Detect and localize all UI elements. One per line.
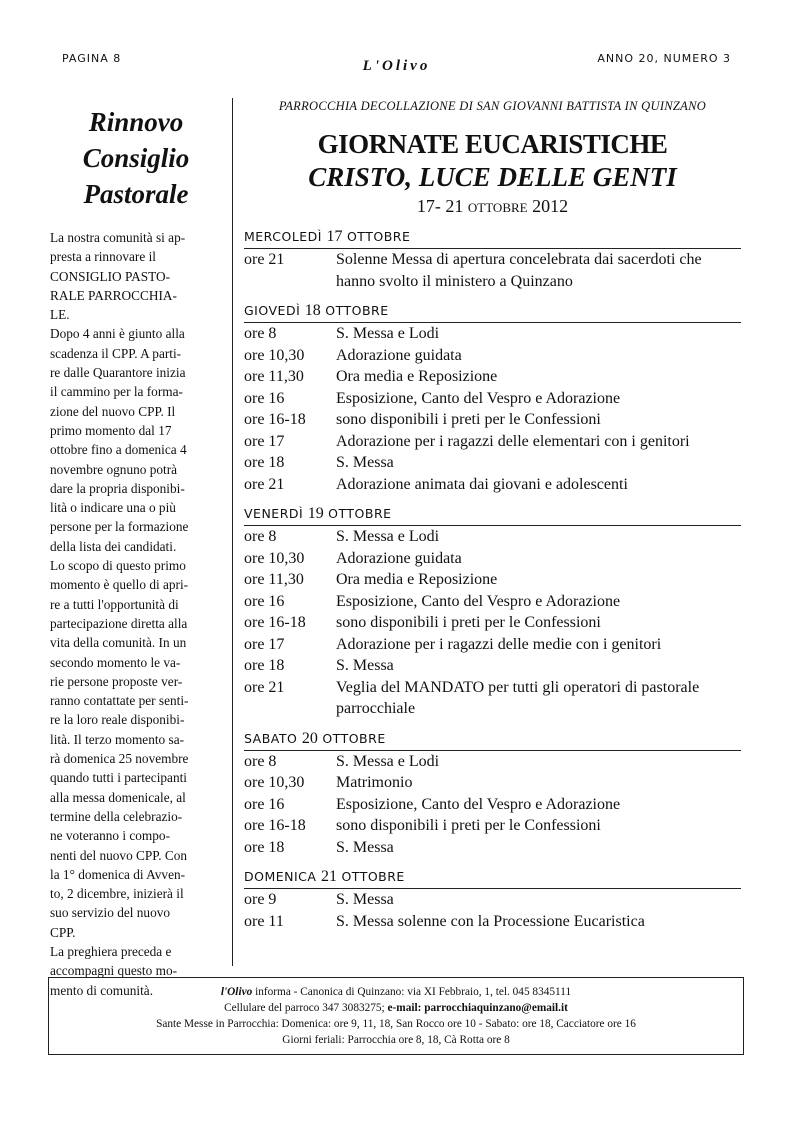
day-number: 20: [301, 729, 318, 747]
event-time: ore 11: [244, 912, 284, 930]
article-line: La nostra comunità si ap-: [50, 230, 186, 245]
footer-masses: Sante Messe in Parrocchia: Domenica: ore 9, 11, 18, San Rocco ore 10 - Sabato: ore 18, Cacciatore ore 16: [156, 1018, 636, 1030]
event-description: sono disponibili i preti per le Confessioni: [336, 411, 601, 428]
column-divider: [232, 98, 233, 966]
schedule-row: [244, 388, 741, 410]
article-line: alla messa domenicale, al: [50, 789, 186, 805]
schedule-row: [244, 677, 741, 720]
program-section: [244, 98, 741, 932]
article-line: momento è quello di apri-: [50, 577, 189, 593]
schedule-row: [244, 837, 741, 859]
article-line: primo momento dal 17: [50, 422, 172, 438]
article-line: suo servizio del nuovo: [50, 905, 171, 921]
event-description: Adorazione per i ragazzi delle elementari con i genitori: [336, 432, 690, 450]
schedule-row: [244, 249, 741, 292]
event-time: ore 11,30: [244, 571, 304, 588]
schedule-row: [244, 366, 741, 388]
event-time: ore 21: [244, 251, 285, 268]
schedule-row: [244, 474, 741, 496]
schedule-row: [244, 526, 741, 548]
event-description: Esposizione, Canto del Vespro e Adorazione: [336, 795, 621, 813]
article-line: La preghiera preceda e: [50, 943, 172, 959]
article-line: mento di comunità.: [50, 982, 154, 998]
day-weekday: GIOVEDÌ: [244, 303, 301, 318]
day-weekday: VENERDÌ: [244, 506, 304, 521]
article-line: partecipazione diretta alla: [50, 615, 188, 631]
article-line: CONSIGLIO PASTO-: [50, 268, 171, 284]
day-month: OTTOBRE: [346, 229, 411, 244]
article-body: [50, 228, 222, 1000]
footer-address: informa - Canonica di Quinzano: via XI Febbraio, 1, tel. 045 8345111: [252, 986, 572, 998]
day-weekday: MERCOLEDÌ: [244, 229, 322, 244]
event-description: Adorazione per i ragazzi delle medie con i genitori: [336, 635, 662, 653]
article-line: persone per la formazione: [50, 519, 189, 535]
article-line: ne voteranno i compo-: [50, 828, 171, 844]
event-time: ore 8: [244, 752, 277, 770]
day-number: 19: [307, 505, 324, 522]
event-time: ore 16: [244, 795, 285, 813]
event-description: S. Messa e Lodi: [336, 752, 440, 770]
schedule-row: [244, 815, 741, 837]
schedule-row: [244, 794, 741, 816]
event-time: ore 16-18: [244, 614, 306, 631]
article-line: LE.: [50, 307, 70, 323]
footer-line: [49, 1000, 743, 1016]
day-month: OTTOBRE: [341, 869, 405, 884]
day-month: OTTOBRE: [322, 730, 386, 746]
event-description: S. Messa e Lodi: [336, 325, 440, 342]
day-block: [244, 730, 741, 859]
footer-weekdays: Giorni feriali: Parrocchia ore 8, 18, Cà Rotta ore 8: [282, 1034, 510, 1046]
event-time: ore 16: [244, 592, 285, 610]
event-time: ore 11,30: [244, 368, 304, 385]
event-time: ore 17: [244, 635, 285, 653]
article-line: scadenza il CPP. A parti-: [50, 345, 182, 361]
event-time: ore 10,30: [244, 346, 305, 364]
event-time: ore 17: [244, 432, 285, 450]
article-title-line: Consiglio: [82, 143, 190, 173]
schedule: [244, 228, 741, 932]
event-time: ore 21: [244, 475, 285, 493]
article-title-line: Rinnovo: [88, 107, 184, 137]
article-line: CPP.: [50, 924, 76, 940]
day-number: 17: [326, 228, 343, 245]
day-month: OTTOBRE: [328, 506, 392, 521]
schedule-row: [244, 612, 741, 634]
event-description: Adorazione animata dai giovani e adolescenti: [336, 475, 628, 493]
event-description: S. Messa: [336, 657, 394, 674]
schedule-row: [244, 569, 741, 591]
footer-line: [49, 984, 743, 1000]
schedule-row: [244, 431, 741, 453]
day-heading: [244, 505, 741, 526]
article-line: termine della celebrazio-: [50, 808, 183, 824]
article-line: della lista dei candidati.: [50, 538, 177, 554]
day-block: [244, 302, 741, 495]
article-line: accompagni questo mo-: [50, 963, 178, 979]
article-line: re la loro reale disponibi-: [50, 712, 185, 728]
program-title: GIORNATE EUCARISTICHE: [317, 129, 668, 159]
schedule-row: [244, 323, 741, 345]
event-description: Ora media e Reposizione: [336, 368, 498, 385]
article-line: Dopo 4 anni è giunto alla: [50, 326, 185, 342]
footer-phone: Cellulare del parroco 347 3083275;: [224, 1002, 388, 1014]
event-description: Veglia del MANDATO per tutti gli operatori di pastorale parrocchiale: [336, 678, 700, 717]
event-description: sono disponibili i preti per le Confessioni: [336, 614, 601, 631]
schedule-row: [244, 548, 741, 570]
article-line: lità o indicare una o più: [50, 500, 176, 516]
dates-month: ottobre: [467, 196, 528, 216]
schedule-row: [244, 751, 741, 773]
article-line: quando tutti i partecipanti: [50, 770, 187, 786]
article-line: la 1° domenica di Avven-: [50, 866, 186, 882]
event-description: Adorazione guidata: [336, 346, 462, 364]
event-description: S. Messa: [336, 454, 394, 471]
event-time: ore 8: [244, 528, 277, 545]
event-time: ore 16-18: [244, 411, 306, 428]
article-line: secondo momento le va-: [50, 654, 181, 670]
article-line: lità. Il terzo momento sa-: [50, 731, 185, 747]
article-line: re dalle Quarantore inizia: [50, 365, 186, 381]
program-subtitle: CRISTO, LUCE DELLE GENTI: [308, 162, 677, 192]
masthead-title: L'Olivo: [362, 58, 431, 74]
event-time: ore 16: [244, 389, 285, 407]
event-time: ore 10,30: [244, 774, 305, 791]
event-time: ore 21: [244, 678, 285, 696]
article-line: ottobre fino a domenica 4: [50, 442, 187, 458]
footer-email: e-mail: parrocchiaquinzano@email.it: [387, 1002, 568, 1014]
event-description: sono disponibili i preti per le Confessioni: [336, 817, 601, 834]
event-description: Solenne Messa di apertura concelebrata dai sacerdoti che hanno svolto il ministero a Quinzano: [336, 251, 702, 290]
day-block: [244, 228, 741, 292]
left-article: [50, 104, 222, 1000]
issue-number: ANNO 20, NUMERO 3: [597, 52, 731, 65]
article-line: Lo scopo di questo primo: [50, 558, 186, 574]
dates-year: 2012: [532, 196, 569, 216]
parish-name: PARROCCHIA DECOLLAZIONE DI SAN GIOVANNI BATTISTA IN QUINZANO: [278, 99, 707, 113]
schedule-row: [244, 772, 741, 794]
event-description: S. Messa: [336, 891, 394, 908]
schedule-row: [244, 889, 741, 911]
page-number: PAGINA 8: [62, 52, 122, 65]
day-month: OTTOBRE: [325, 303, 389, 318]
article-line: rà domenica 25 novembre: [50, 751, 189, 767]
event-time: ore 18: [244, 657, 285, 674]
article-line: zione del nuovo CPP. Il: [50, 403, 176, 419]
day-number: 18: [304, 302, 321, 319]
day-block: [244, 505, 741, 720]
schedule-row: [244, 452, 741, 474]
event-description: Ora media e Reposizione: [336, 571, 498, 588]
day-heading: [244, 730, 741, 751]
day-heading: [244, 868, 741, 889]
article-line: to, 2 dicembre, inizierà il: [50, 886, 184, 902]
event-description: Esposizione, Canto del Vespro e Adorazione: [336, 592, 621, 610]
day-weekday: SABATO: [244, 730, 298, 746]
footer-box: [48, 977, 744, 1055]
event-time: ore 16-18: [244, 817, 306, 834]
article-line: nenti del nuovo CPP. Con: [50, 847, 188, 863]
schedule-row: [244, 634, 741, 656]
schedule-row: [244, 655, 741, 677]
event-description: S. Messa: [336, 838, 394, 856]
article-line: presta a rinnovare il: [50, 249, 156, 265]
article-line: novembre ognuno potrà: [50, 461, 178, 477]
event-time: ore 18: [244, 454, 285, 471]
event-time: ore 9: [244, 891, 277, 908]
schedule-row: [244, 911, 741, 933]
program-dates: [244, 194, 741, 218]
footer-brand: l'Olivo: [220, 986, 253, 998]
day-heading: [244, 302, 741, 323]
schedule-row: [244, 345, 741, 367]
article-line: vita della comunità. In un: [50, 635, 187, 651]
article-line: ranno contattate per senti-: [50, 693, 189, 709]
article-title-line: Pastorale: [83, 179, 189, 209]
event-description: Esposizione, Canto del Vespro e Adorazione: [336, 389, 621, 407]
event-description: S. Messa solenne con la Processione Eucaristica: [336, 912, 645, 930]
day-weekday: DOMENICA: [244, 869, 317, 884]
schedule-row: [244, 409, 741, 431]
article-line: dare la propria disponibi-: [50, 480, 185, 496]
event-time: ore 8: [244, 325, 277, 342]
article-title: [50, 104, 222, 212]
day-heading: [244, 228, 741, 249]
article-line: il cammino per la forma-: [50, 384, 183, 400]
event-time: ore 18: [244, 838, 285, 856]
event-description: Adorazione guidata: [336, 549, 462, 567]
day-number: 21: [320, 868, 337, 885]
article-line: rie persone proposte ver-: [50, 673, 183, 689]
schedule-row: [244, 591, 741, 613]
article-line: re a tutti l'opportunità di: [50, 596, 179, 612]
event-description: S. Messa e Lodi: [336, 528, 440, 545]
dates-days: 17- 21: [416, 196, 464, 216]
day-block: [244, 868, 741, 932]
event-description: Matrimonio: [336, 774, 413, 791]
event-time: ore 10,30: [244, 549, 305, 567]
article-line: RALE PARROCCHIA-: [50, 287, 177, 303]
